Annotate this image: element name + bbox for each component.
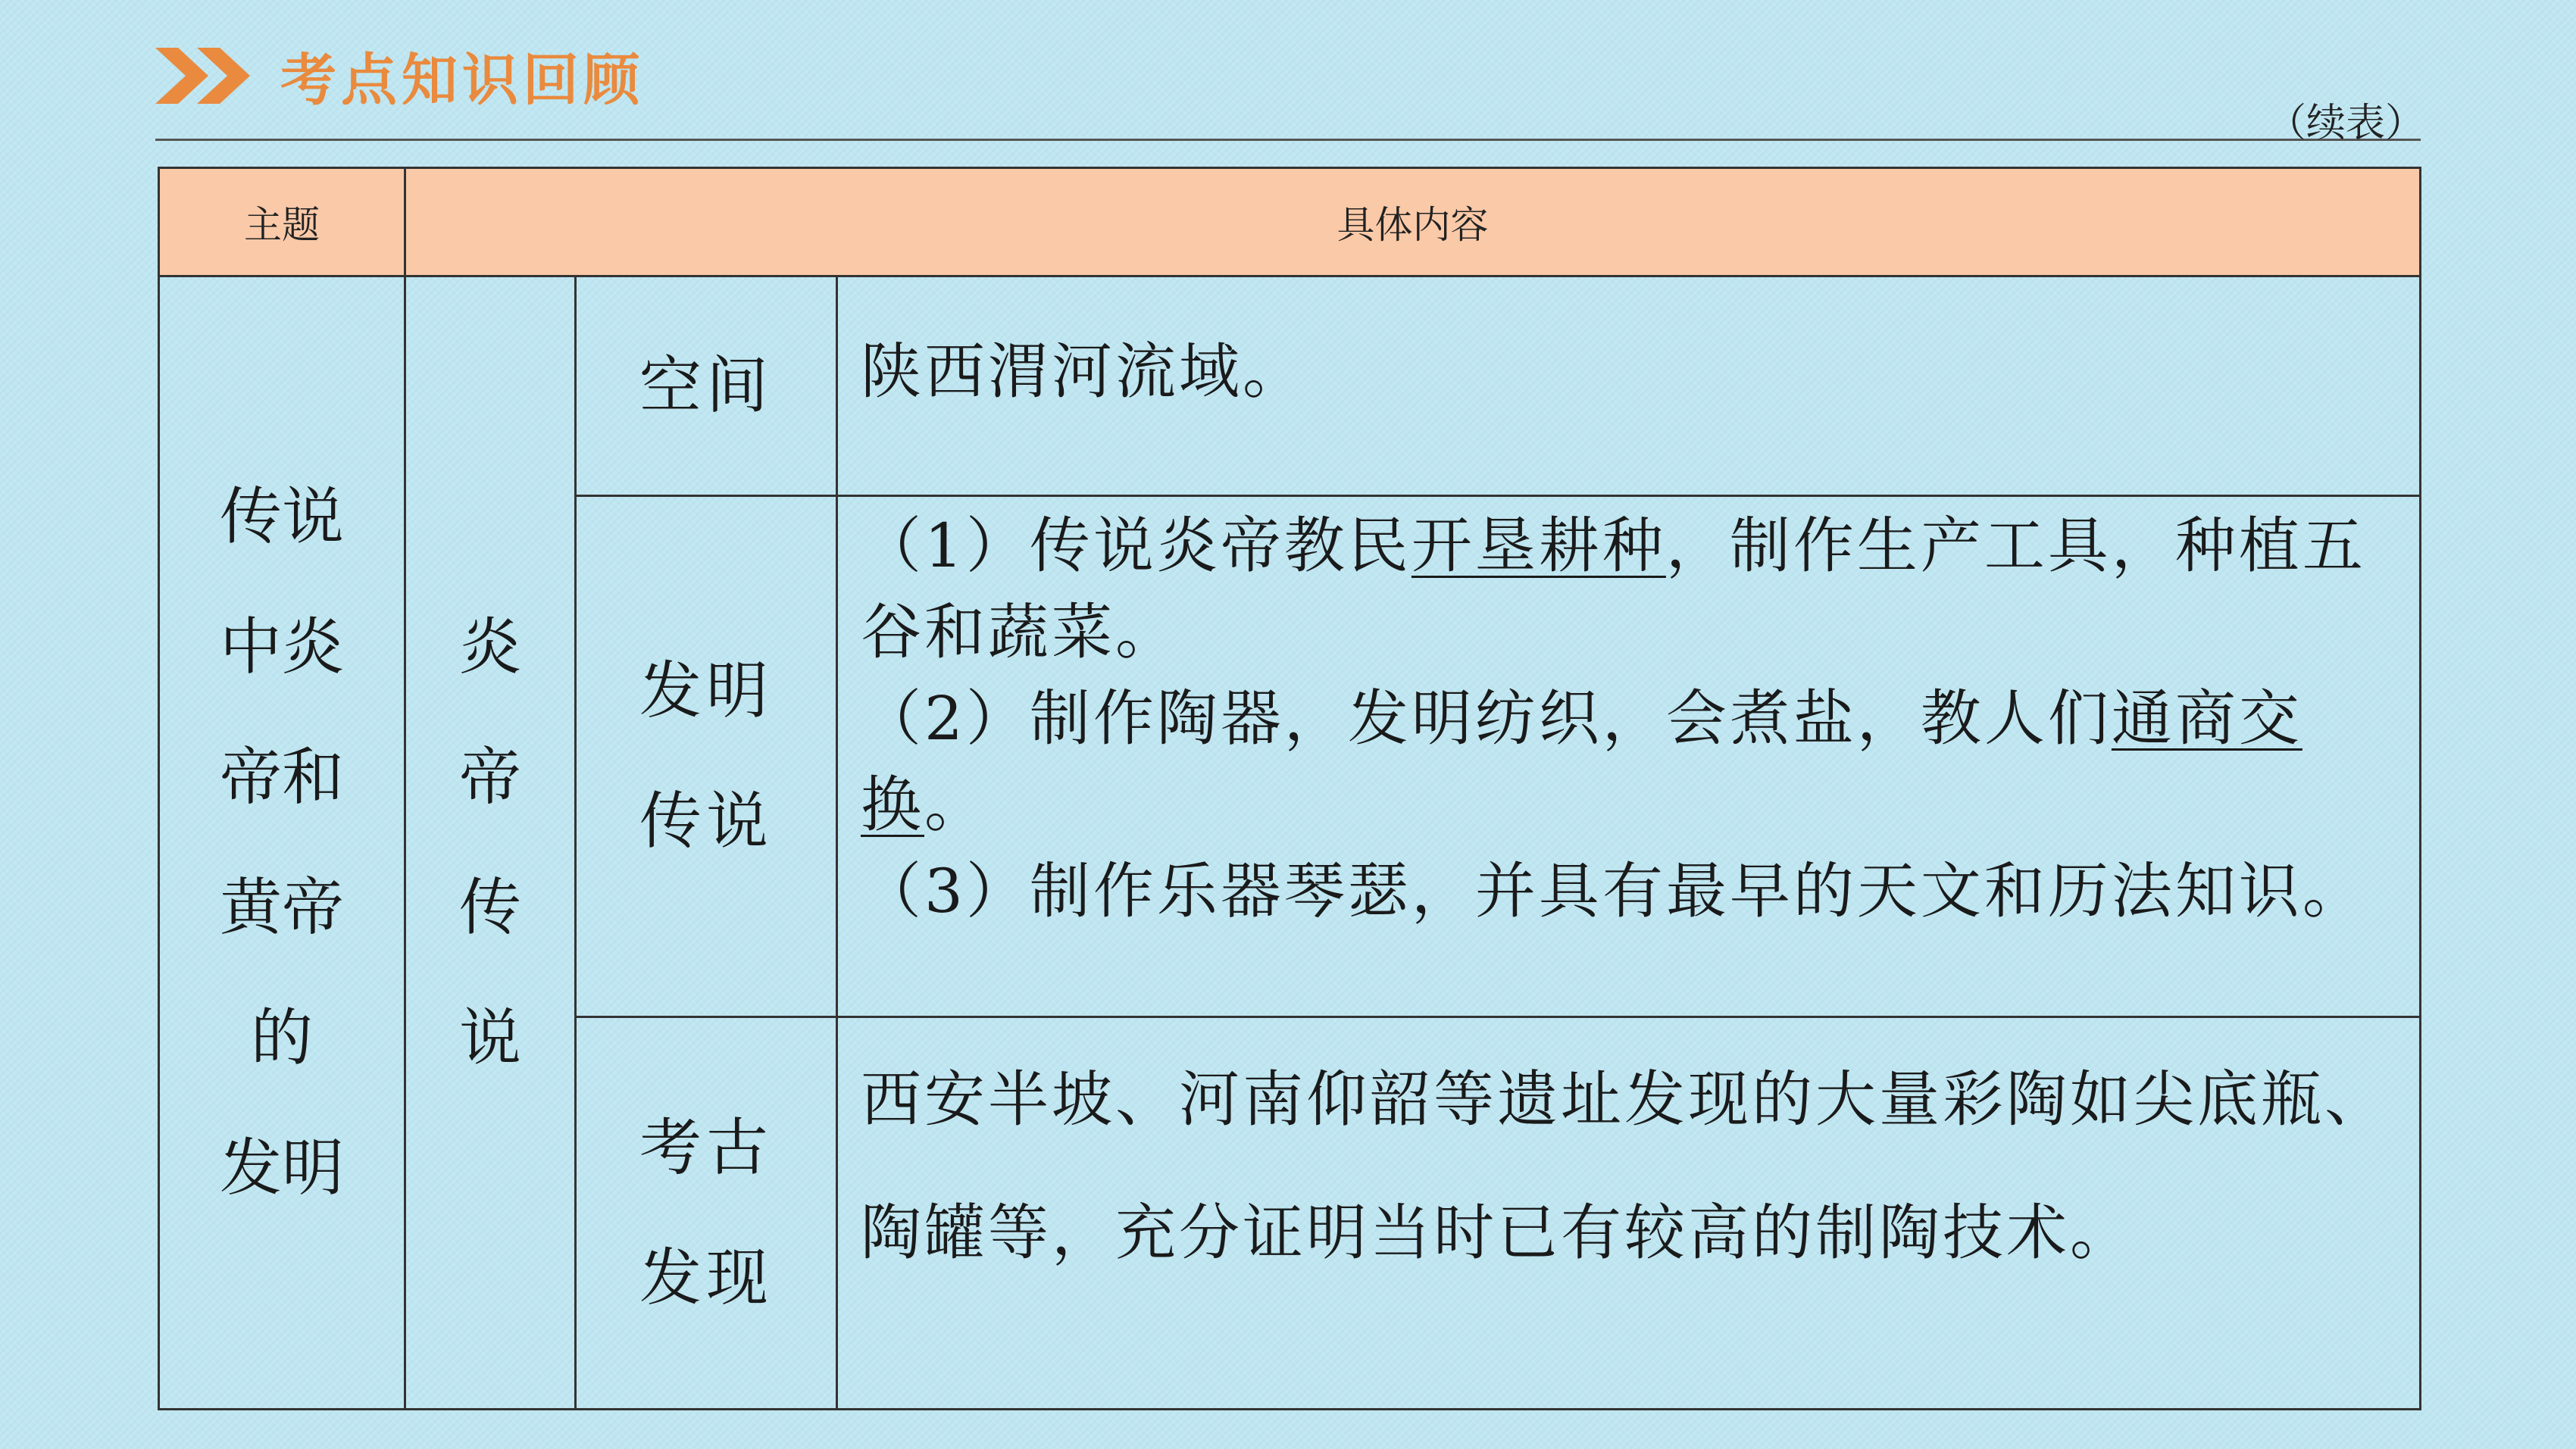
theme-cell: 传说 中炎 帝和 黄帝 的 发明 (159, 276, 405, 1410)
column-header-content: 具体内容 (405, 168, 2421, 276)
content-archaeology: 西安半坡、河南仰韶等遗址发现的大量彩陶如尖底瓶、陶罐等，充分证明当时已有较高的制陶技术。 (837, 1017, 2421, 1410)
section-header (155, 34, 644, 117)
list-item: （1）传说炎帝教民开垦耕种，制作生产工具，种植五谷和蔬菜。 (861, 511, 2366, 667)
list-item: （2）制作陶器，发明纺织，会煮盐，教人们通商交换。 (861, 683, 2302, 840)
continued-label: （续表） (2266, 101, 2424, 146)
column-header-theme: 主题 (159, 168, 405, 276)
table-header-row (159, 168, 2421, 276)
list-item: （3）制作乐器琴瑟，并具有最早的天文和历法知识。 (861, 856, 2366, 926)
sub-label-invention: 发明 传说 (576, 496, 837, 1017)
double-chevron-right-icon (155, 42, 258, 110)
page-title: 考点知识回顾 (280, 48, 644, 113)
header-divider (155, 139, 2421, 141)
knowledge-table (158, 167, 2421, 1410)
sub-label-archaeology: 考古 发现 (576, 1017, 837, 1410)
table-row (159, 276, 2421, 496)
legend-cell: 炎 帝 传 说 (405, 276, 576, 1410)
content-invention (837, 496, 2421, 1017)
sub-label-space: 空间 (576, 276, 837, 496)
content-space: 陕西渭河流域。 (837, 276, 2421, 496)
